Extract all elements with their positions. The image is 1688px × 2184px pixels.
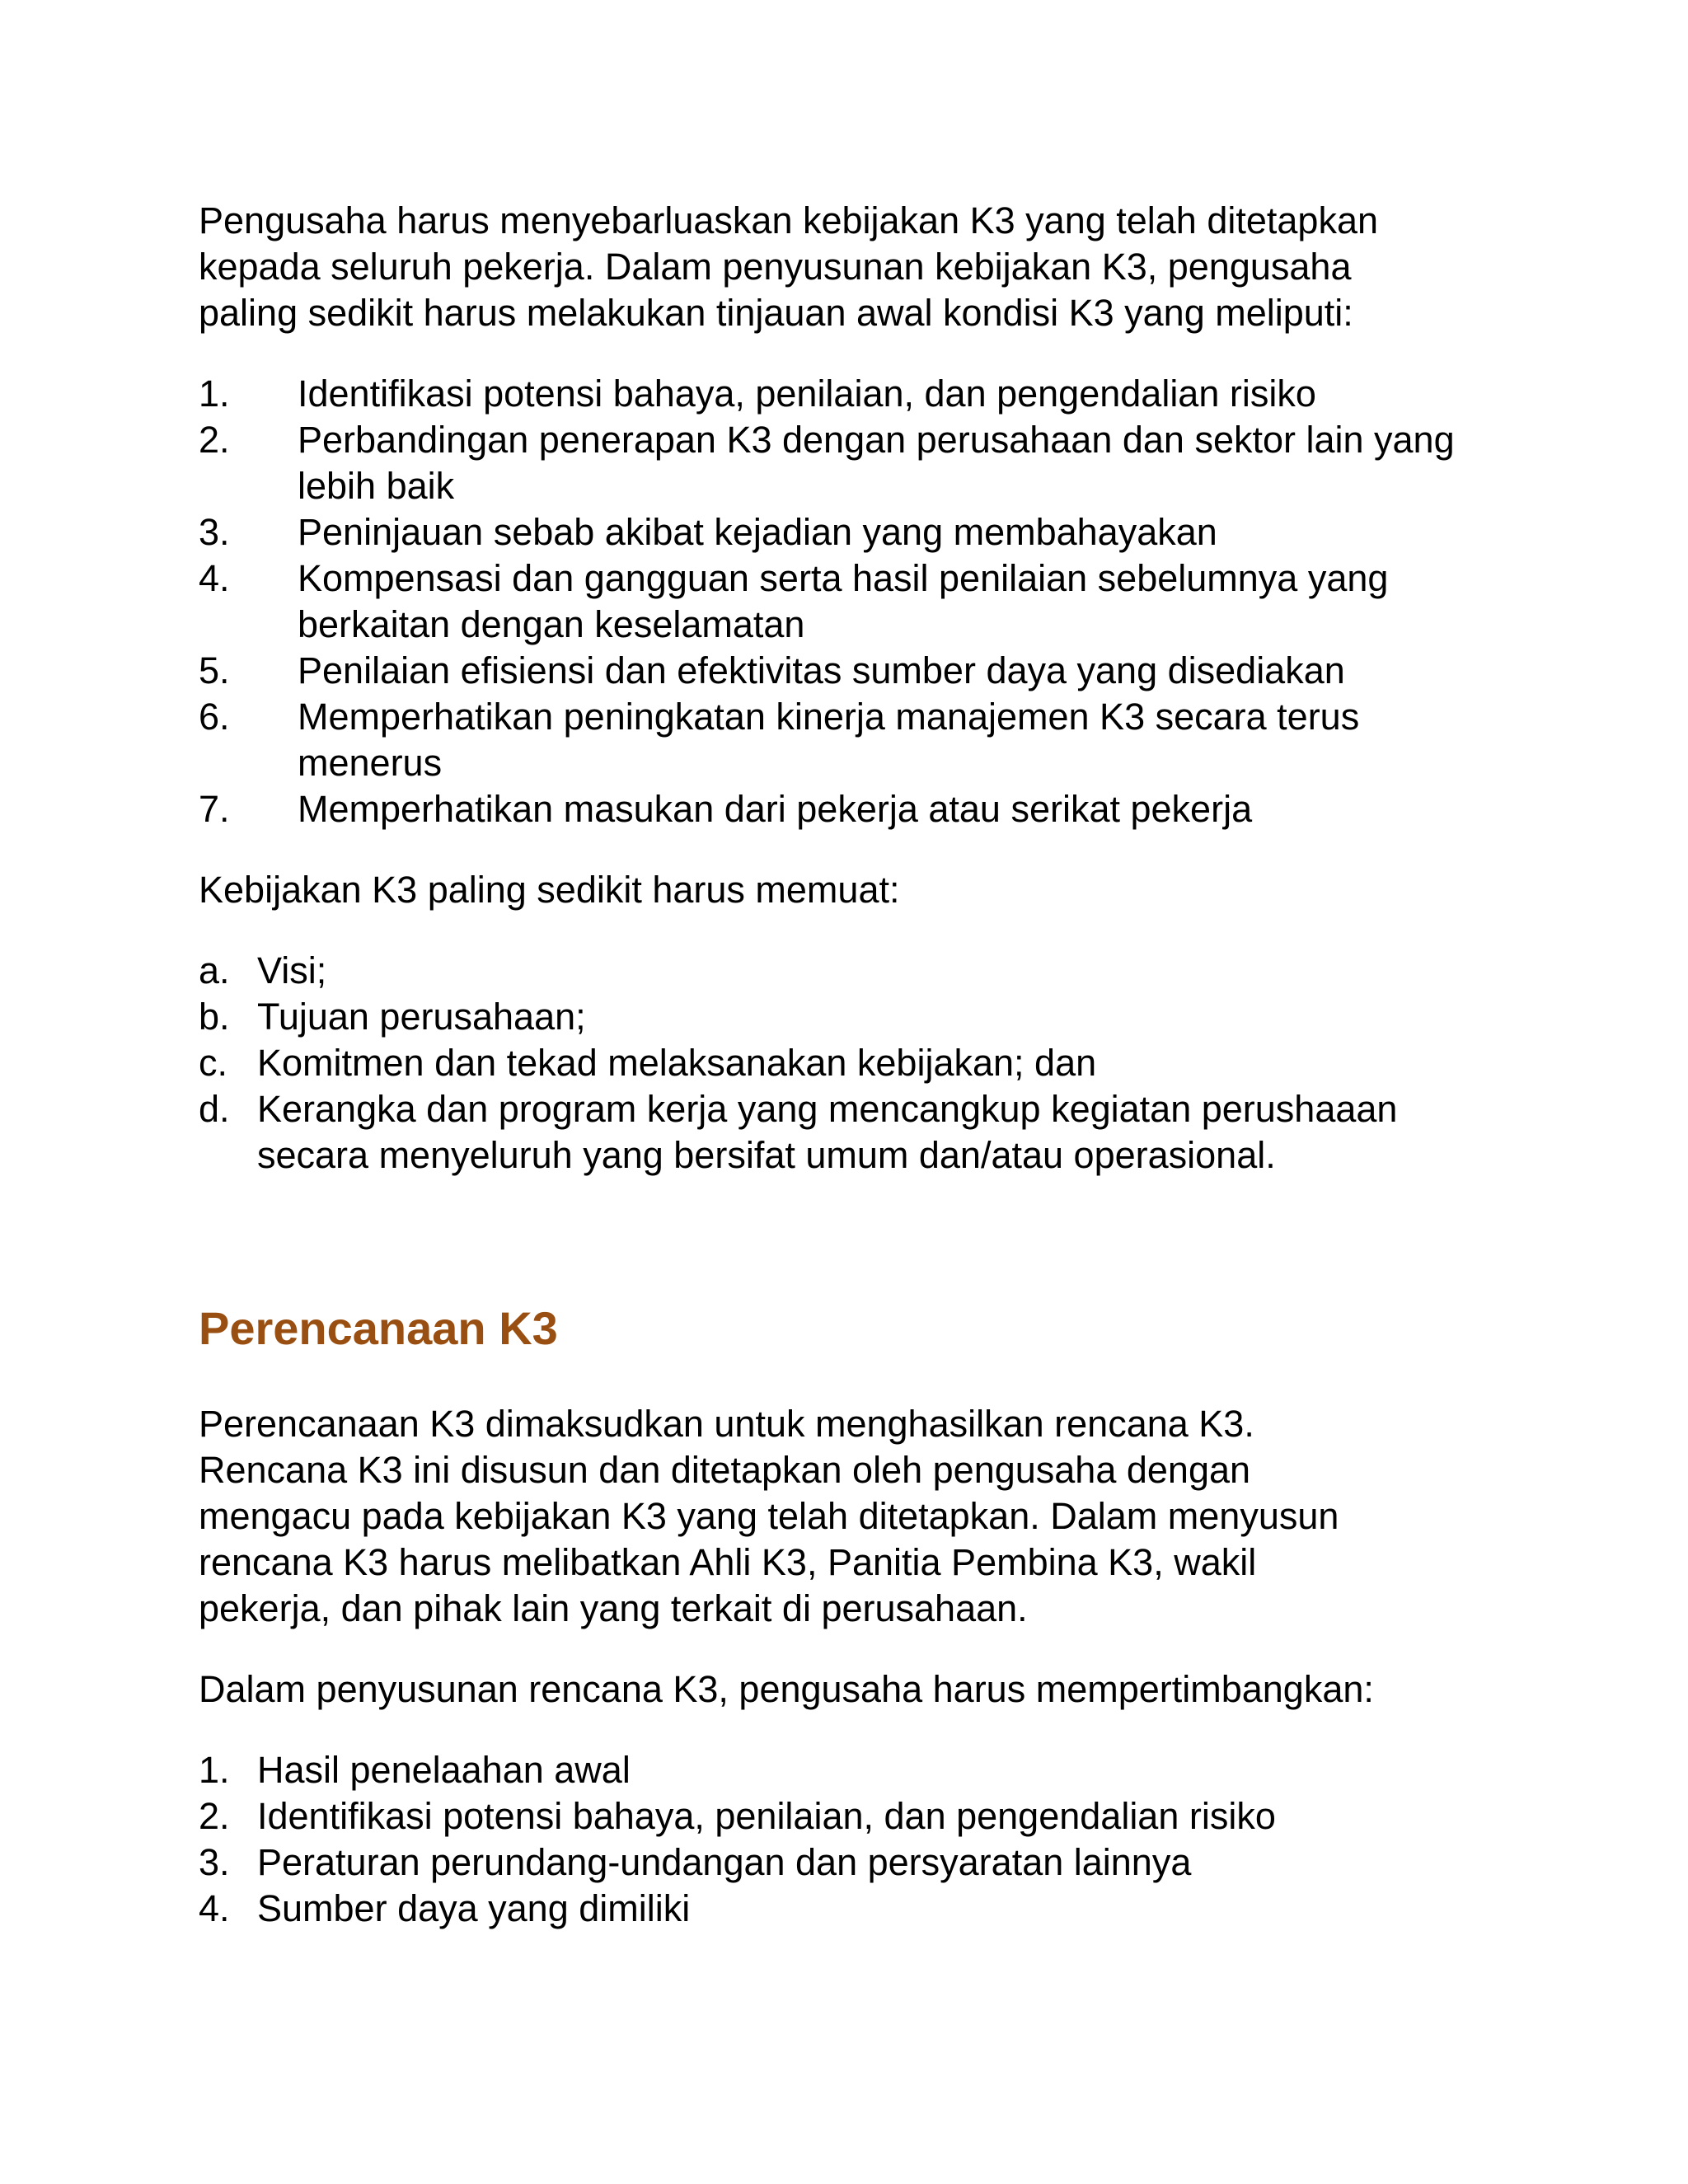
list-item-number: 4. — [199, 1887, 230, 1929]
list-item — [199, 994, 1493, 1040]
list-item-text: Penilaian efisiensi dan efektivitas sumber daya yang disediakan — [298, 649, 1345, 691]
policy-contents-list — [199, 948, 1493, 1179]
list-item-letter: a. — [199, 949, 230, 991]
list-item-letter: c. — [199, 1042, 228, 1084]
list-item-letter: b. — [199, 996, 230, 1038]
list-item-number: 2. — [199, 419, 230, 461]
list-item — [199, 1793, 1517, 1840]
planning-considerations-list — [199, 1747, 1517, 1932]
list-item-text: Peninjauan sebab akibat kejadian yang membahayakan — [298, 511, 1217, 553]
list-item — [199, 694, 1484, 786]
document-page — [199, 198, 1517, 1932]
list-item-text: Kerangka dan program kerja yang mencangkup kegiatan perushaaan secara menyeluruh yang bersifat umum dan/atau operasional. — [257, 1088, 1398, 1176]
list-item-number: 5. — [199, 649, 230, 691]
list-item-number: 7. — [199, 788, 230, 830]
list-item-number: 2. — [199, 1795, 230, 1837]
list-item — [199, 1040, 1493, 1086]
list-item-text: Peraturan perundang-undangan dan persyaratan lainnya — [257, 1841, 1192, 1883]
section-heading: Perencanaan K3 — [199, 1302, 558, 1354]
list-item — [199, 1840, 1517, 1886]
list-item — [199, 1886, 1517, 1932]
list-item-number: 1. — [199, 373, 230, 415]
list-item-text: Sumber daya yang dimiliki — [257, 1887, 691, 1929]
list-item — [199, 1747, 1517, 1793]
list-item-text: Identifikasi potensi bahaya, penilaian, dan pengendalian risiko — [298, 373, 1316, 415]
list-item-number: 3. — [199, 511, 230, 553]
list-item — [199, 648, 1484, 694]
list-item-number: 6. — [199, 696, 230, 738]
list-item-text: Visi; — [257, 949, 327, 991]
planning-paragraph: Perencanaan K3 dimaksudkan untuk menghasilkan rencana K3. Rencana K3 ini disusun dan ditetapkan oleh pengusaha dengan mengacu pada kebijakan K3 yang telah ditetapkan. Dalam menyusun rencana K3 harus melibatkan Ahli K3, Panitia Pembina K3, wakil pekerja, dan pihak lain yang terkait di perusahaan. — [199, 1403, 1339, 1629]
list-item-number: 1. — [199, 1749, 230, 1791]
list-item — [199, 509, 1484, 555]
list-item-number: 4. — [199, 557, 230, 599]
list-item-text: Identifikasi potensi bahaya, penilaian, dan pengendalian risiko — [257, 1795, 1276, 1837]
initial-review-list — [199, 371, 1484, 832]
list-item-text: Tujuan perusahaan; — [257, 996, 586, 1038]
list-item — [199, 948, 1493, 994]
list-item-number: 3. — [199, 1841, 230, 1883]
policy-intro-paragraph: Kebijakan K3 paling sedikit harus memuat: — [199, 869, 900, 911]
list-item-letter: d. — [199, 1088, 230, 1130]
planning-considerations-intro: Dalam penyusunan rencana K3, pengusaha harus mempertimbangkan: — [199, 1668, 1374, 1710]
list-item — [199, 417, 1484, 509]
list-item — [199, 555, 1484, 648]
list-item-text: Hasil penelaahan awal — [257, 1749, 631, 1791]
list-item-text: Memperhatikan masukan dari pekerja atau serikat pekerja — [298, 788, 1253, 830]
list-item — [199, 371, 1484, 417]
intro-paragraph: Pengusaha harus menyebarluaskan kebijakan K3 yang telah ditetapkan kepada seluruh pekerja. Dalam penyusunan kebijakan K3, pengusaha paling sedikit harus melakukan tinjauan awal kondisi K3 yang meliputi: — [199, 199, 1378, 334]
list-item-text: Komitmen dan tekad melaksanakan kebijakan; dan — [257, 1042, 1097, 1084]
list-item-text: Perbandingan penerapan K3 dengan perusahaan dan sektor lain yang lebih baik — [298, 419, 1455, 507]
list-item-text: Memperhatikan peningkatan kinerja manajemen K3 secara terus menerus — [298, 696, 1360, 784]
list-item-text: Kompensasi dan gangguan serta hasil penilaian sebelumnya yang berkaitan dengan keselamatan — [298, 557, 1389, 645]
list-item — [199, 1086, 1493, 1179]
list-item — [199, 786, 1484, 832]
